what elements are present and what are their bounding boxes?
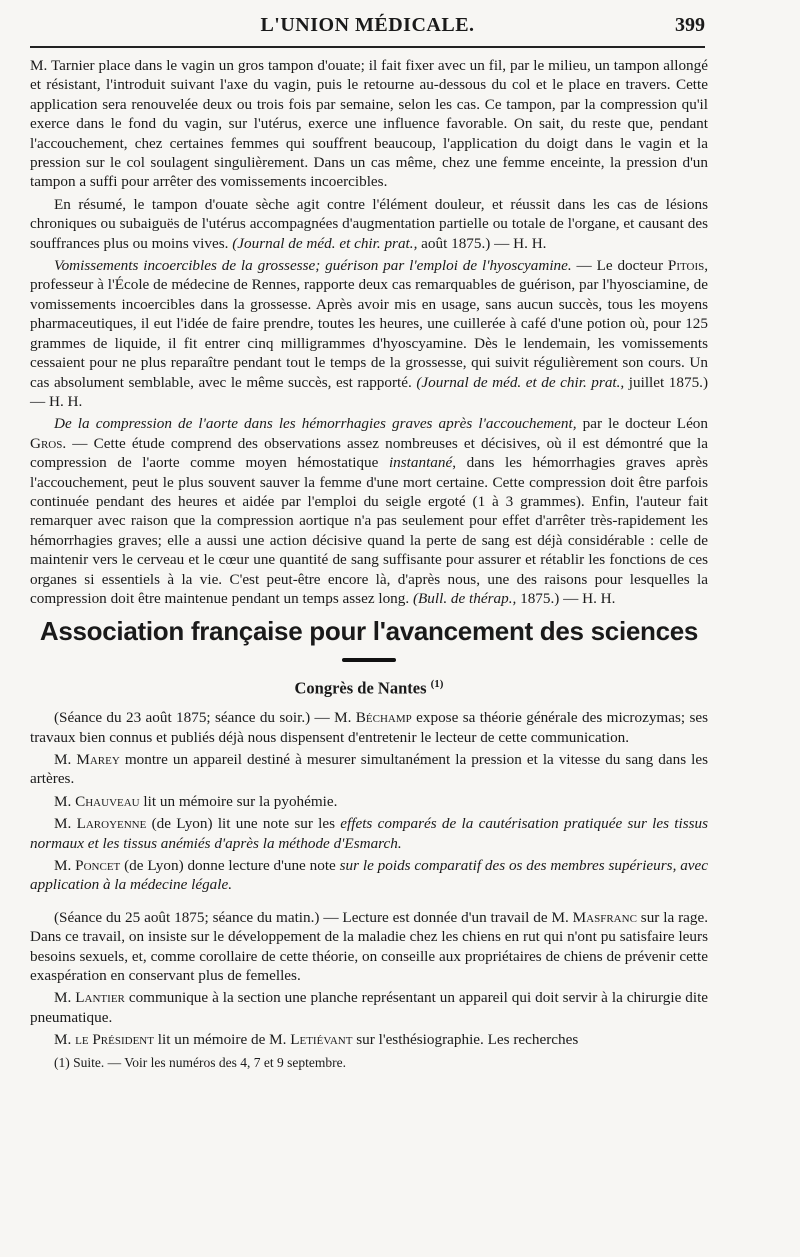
author-name: Chauveau	[75, 792, 140, 810]
article-title: Vomissements incoercibles de la grossesse; guérison par l'emploi de l'hyoscyamine.	[54, 257, 572, 275]
paragraph-session-23: (Séance du 23 août 1875; séance du soir.) — M. Béchamp expose sa théorie générale des microzymas; ses travaux bien connus et publiés déjà nous dispensent d'entretenir le lecteur de cette communication.	[30, 709, 709, 746]
author-name: Gros	[30, 434, 63, 452]
footnote: (1) Suite. — Voir les numéros des 4, 7 et 9 septembre.	[54, 1054, 346, 1070]
author-name: Letiévant	[290, 1031, 353, 1049]
author-name: Marey	[76, 750, 120, 768]
article-title: De la compression de l'aorte dans les hémorrhagies graves après l'accouchement,	[54, 415, 577, 433]
page-number: 399	[675, 14, 705, 36]
paragraph-president: M. le Président lit un mémoire de M. Letiévant sur l'esthésiographie. Les recherches	[54, 1031, 579, 1049]
paragraph-vomissements: Vomissements incoercibles de la grossesse; guérison par l'emploi de l'hyoscyamine. — Le docteur Pitois, professeur à l'École de médecine de Rennes, rapporte deux cas remarquables de guérison, par l'hyosciamine, de vomissements incoercibles dans la grossesse. Après avoir mis en usage, sans aucun succès, tous les moyens pharmaceutiques, il eut l'idée de faire prendre, toutes les heures, une cuillerée à café d'une potion où, pour 125 grammes de liquide, il fit entrer cinq milligrammes d'hyoscyamine. Dès le lendemain, les vomissements cessaient pour ne plus reparaître pendant tout le temps de la grossesse, qui suivit régulièrement son cours. Un cas absolument semblable, avec le même succès, est rapporté. (Journal de méd. et de chir. prat., juillet 1875.) — H. H.	[30, 257, 709, 410]
journal-reference: (Journal de méd. et de chir. prat.,	[416, 373, 625, 391]
congress-heading: Congrès de Nantes $^{(1)}$	[294, 678, 444, 698]
section-title: Association française pour l'avancement des sciences	[39, 616, 699, 647]
paragraph-marey: M. Marey montre un appareil destiné à mesurer simultanément la pression et la vitesse du sang dans les artères.	[30, 750, 709, 788]
running-title: L'UNION MÉDICALE.	[260, 14, 475, 36]
paragraph-compression: De la compression de l'aorte dans les hémorrhagies graves après l'accouchement, par le docteur Léon Gros. — Cette étude comprend des observations assez nombreuses et décisives, où il est démontré que la compression de l'aorte comme moyen hémostatique instantané, dans les hémorrhagies graves après l'accouchement, peut le plus souvent sauver la femme d'une mort certaine. Cette compression doit être parfois continuée pendant des heures et aidée par l'emploi du seigle ergoté (1 à 3 grammes). Enfin, l'auteur fait remarquer avec raison que la compression aortique n'a pas seulement pour effet d'arrêter très-rapidement les hémorrhagies graves; elle a aussi une action décisive quand la perte de sang est déjà considérable : celle de maintenir vers le cerveau et le cœur une quantité de sang suffisante pour assurer et rétablir les fonctions de ces organes si essentiels à la vie. C'est peut-être encore là, d'après nous, une des raisons pour lesquelles la compression doit être maintenue pendant un temps assez long. (Bull. de thérap., 1875.) — H. H.	[30, 415, 709, 607]
paragraph-tarnier: M. Tarnier place dans le vagin un gros tampon d'ouate; il fait fixer avec un fil, par le milieu, un tampon allongé et résistant, l'introduit suivant l'axe du vagin, puis le retourne au-dessous du col et le place en travers. Cette application sera renouvelée deux ou trois fois par semaine, selon les cas. Ce tampon, par la compression qu'il exerce dans le fond du vagin, sur l'utérus, exerce une influence favorable. On sait, du reste que, pendant l'accouchement, chez certaines femmes qui souffrent beaucoup, l'application du doigt dans le vagin et la pression sur le col soulagent singulièrement. Dans un cas même, chez une femme enceinte, la pression d'un tampon a suffi pour arrêter des vomissements incoercibles.	[30, 57, 708, 191]
title-ornament	[30, 650, 708, 669]
author-name: Masfranc	[572, 908, 637, 926]
paragraph-poncet: M. Poncet (de Lyon) donne lecture d'une note sur le poids comparatif des os des membres supérieurs, avec application à la médecine légale.	[30, 856, 709, 894]
author-name: Laroyenne	[76, 815, 147, 833]
journal-reference: (Bull. de thérap.,	[412, 589, 517, 607]
paragraph-chauveau: M. Chauveau lit un mémoire sur la pyohémie.	[54, 792, 338, 810]
journal-reference: (Journal de méd. et chir. prat.,	[232, 234, 418, 252]
paragraph-summary: En résumé, le tampon d'ouate sèche agit contre l'élément douleur, et réussit dans les cas de lésions chroniques ou subaiguës de l'utérus accompagnées d'augmentation partielle ou totale de l'organe, et causant des souffrances plus ou moins vives. (Journal de méd. et chir. prat., août 1875.) — H. H.	[30, 195, 708, 252]
author-name: Lantier	[75, 989, 125, 1007]
footnote-marker: (1)	[430, 678, 444, 691]
paragraph-lantier: M. Lantier communique à la section une planche représentant un appareil qui doit servir à la chirurgie dite pneumatique.	[30, 989, 709, 1026]
author-name: Béchamp	[355, 709, 412, 727]
paragraph-laroyenne: M. Laroyenne (de Lyon) lit une note sur les effets comparés de la cautérisation pratiquée sur les tissus normaux et les tissus anémiés d'après la méthode d'Esmarch.	[30, 815, 709, 852]
author-name: Poncet	[75, 856, 121, 874]
author-name: Pitois	[667, 257, 705, 275]
paragraph-session-25: (Séance du 25 août 1875; séance du matin.) — Lecture est donnée d'un travail de M. Masfranc sur la rage. Dans ce travail, on insiste sur le développement de la maladie chez les chiens en rut qui n'ont pu satisfaire leurs besoins sexuels, et, comme corollaire de cette théorie, on conseille aux propriétaires de chiens de prévenir cette exaspération en conservant plus de femelles.	[30, 908, 709, 984]
author-name: le Président	[75, 1031, 154, 1049]
header-rule	[30, 46, 705, 48]
article-body	[30, 56, 708, 1075]
